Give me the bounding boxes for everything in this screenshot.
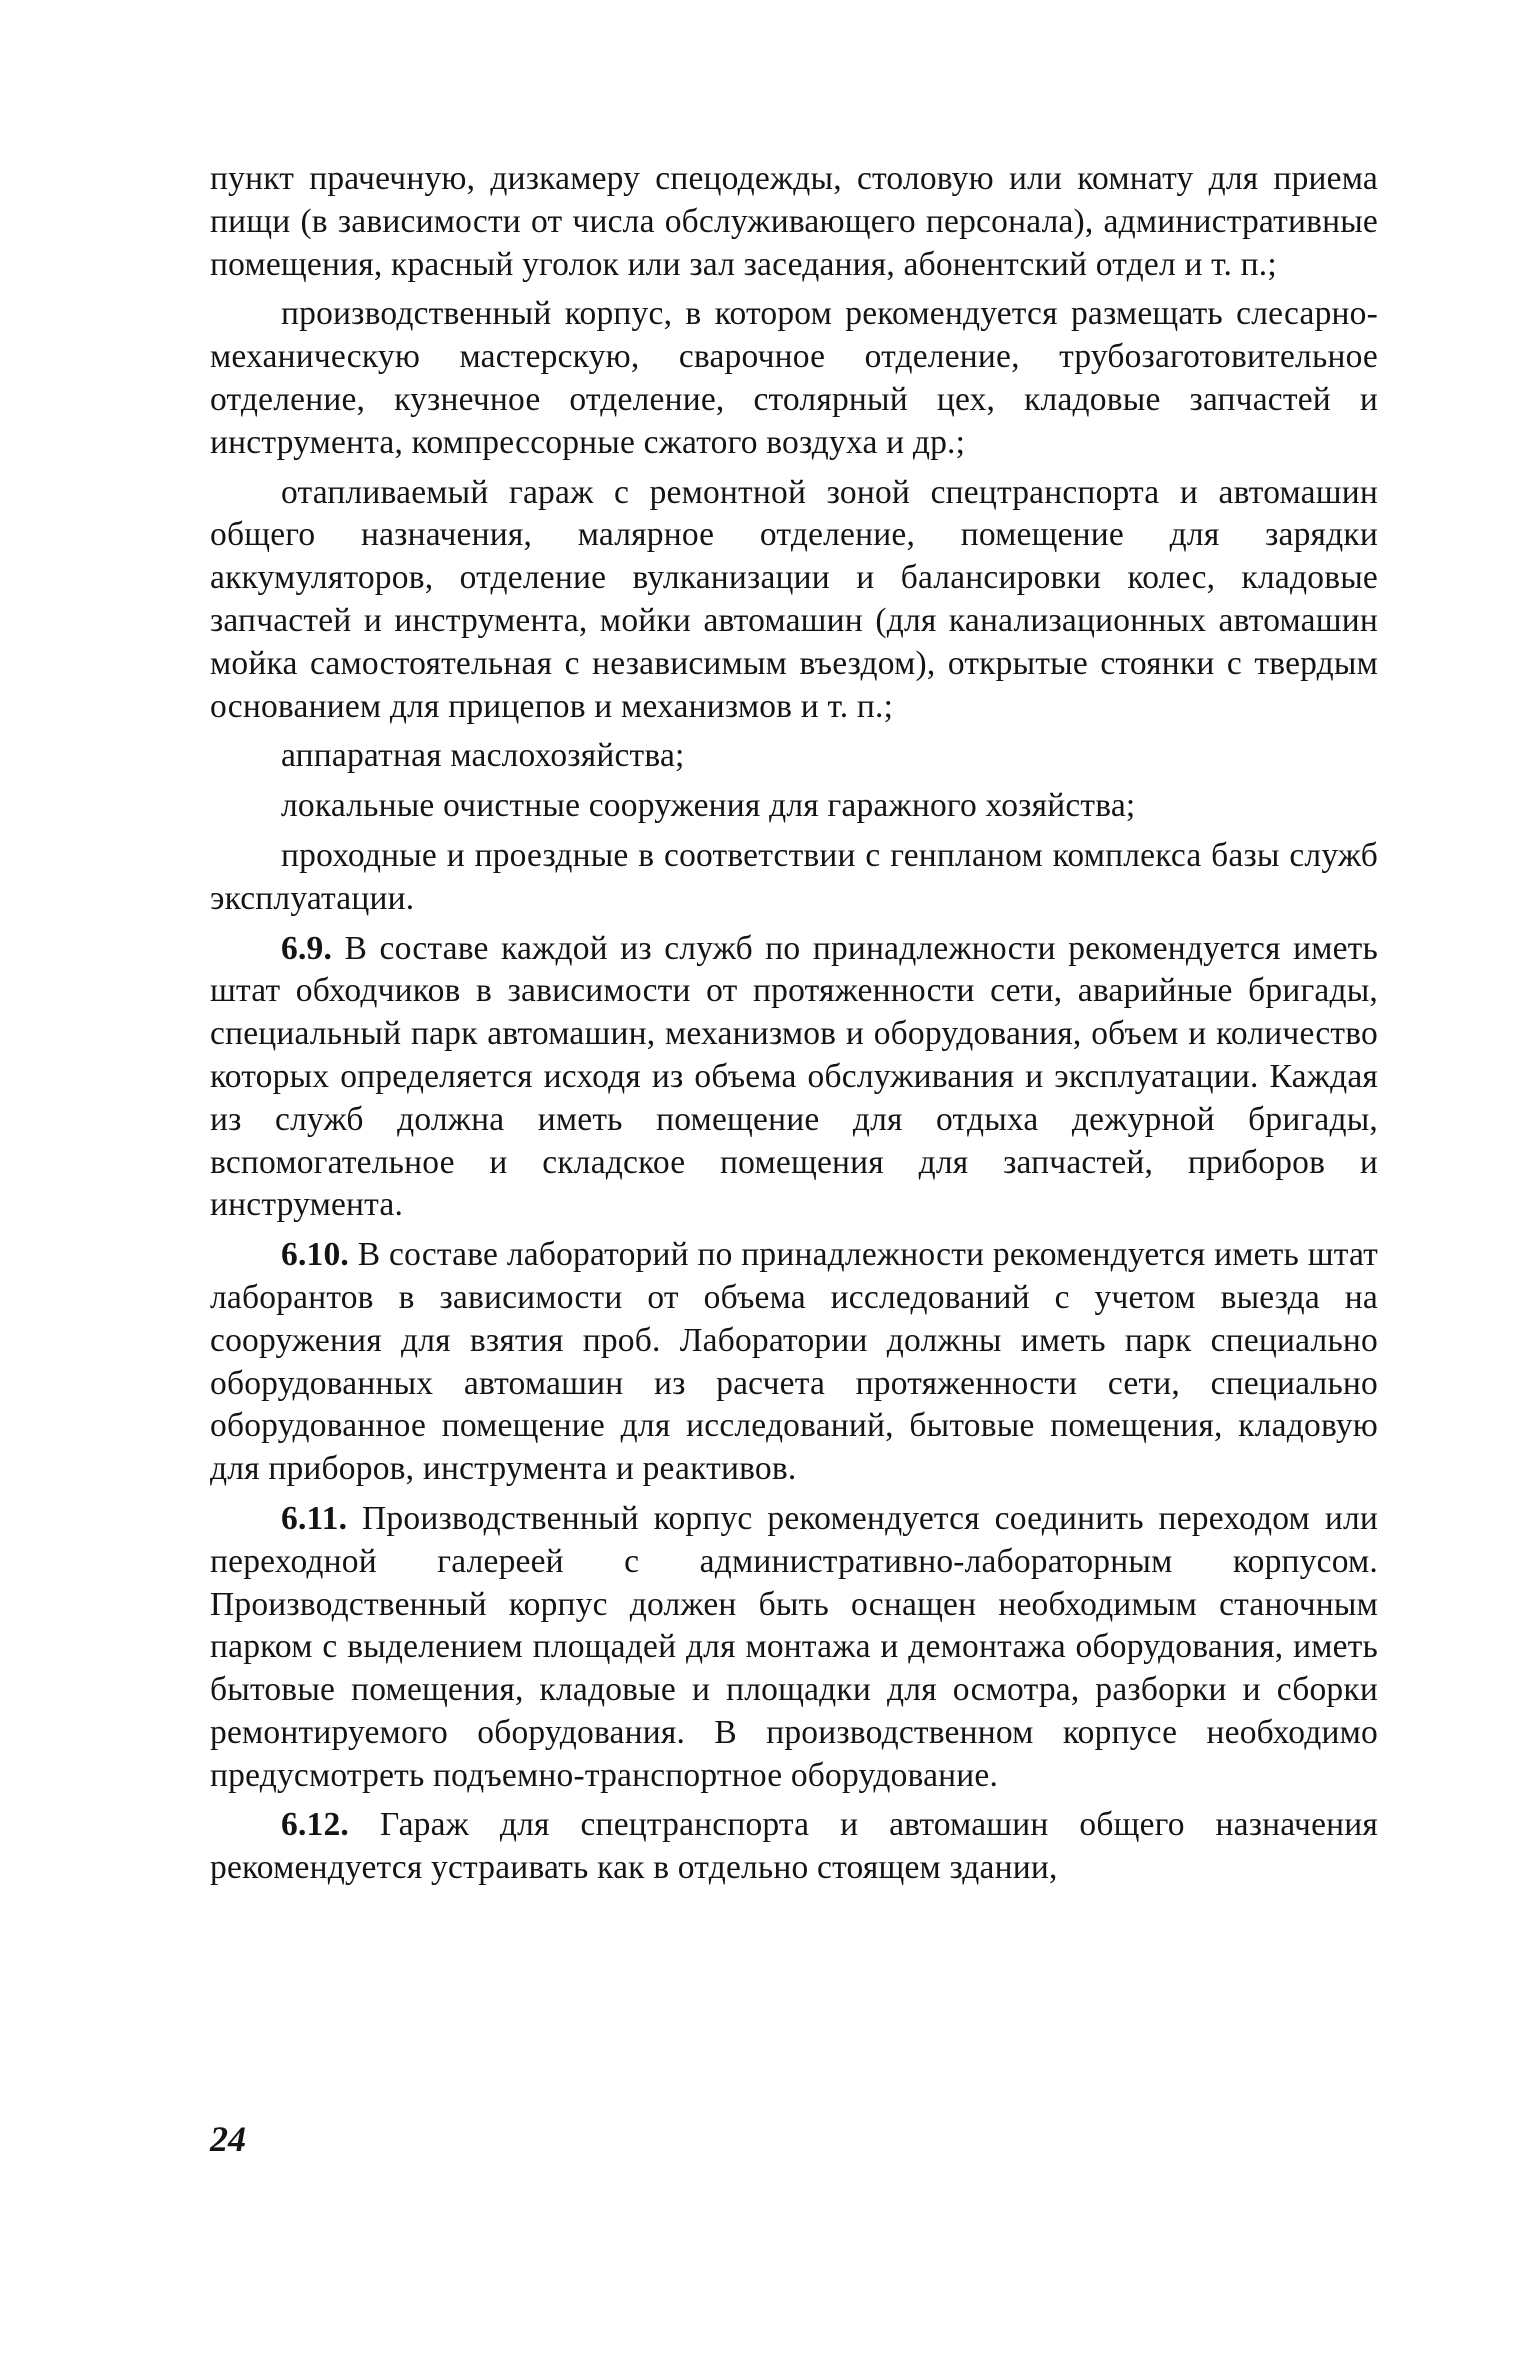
section-6-9 [210, 928, 1378, 1228]
paragraph-5-text: локальные очистные сооружения для гаражного хозяйства; [281, 787, 1136, 825]
section-number: 6.10. [281, 1236, 349, 1274]
paragraph-1 [210, 158, 1378, 286]
section-text: В составе каждой из служб по принадлежности рекомендуется иметь штат обходчиков в зависимости от протяженности сети, аварийные бригады, специальный парк автомашин, механизмов и оборудования, объем и количество которых определяется исходя из объема обслуживания и эксплуатации. Каждая из служб должна иметь помещение для отдыха дежурной бригады, вспомогательное и складское помещения для запчастей, приборов и инструмента. [210, 929, 1378, 1224]
paragraph-3 [210, 472, 1378, 729]
paragraph-4-text: аппаратная маслохозяйства; [281, 737, 685, 775]
section-number: 6.12. [281, 1806, 349, 1844]
section-6-12 [210, 1804, 1378, 1890]
section-number: 6.9. [281, 929, 333, 967]
paragraph-1-text: пункт прачечную, дизкамеру спецодежды, столовую или комнату для приема пищи (в зависимости от числа обслуживающего персонала), административные помещения, красный уголок или зал заседания, абонентский отдел и т. п.; [210, 160, 1378, 283]
paragraph-6-text: проходные и проездные в соответствии с генпланом комплекса базы служб эксплуатации. [210, 836, 1378, 917]
section-6-11 [210, 1498, 1378, 1798]
section-number: 6.11. [281, 1499, 348, 1537]
section-text: Производственный корпус рекомендуется соединить переходом или переходной галереей с административно-лабораторным корпусом. Производственный корпус должен быть оснащен необходимым станочным парком с выделением площадей для монтажа и демонтажа оборудования, иметь бытовые помещения, кладовые и площадки для осмотра, разборки и сборки ремонтируемого оборудования. В производственном корпусе необходимо предусмотреть подъемно-транспортное оборудование. [210, 1499, 1378, 1794]
page-body [210, 158, 1378, 1890]
paragraph-4 [210, 735, 1378, 778]
section-text: Гараж для спецтранспорта и автомашин общего назначения рекомендуется устраивать как в отдельно стоящем здании, [210, 1806, 1379, 1887]
paragraph-2 [210, 293, 1378, 464]
paragraph-3-text: отапливаемый гараж с ремонтной зоной спецтранспорта и автомашин общего назначения, малярное отделение, помещение для зарядки аккумуляторов, отделение вулканизации и балансировки колес, кладовые запчастей и инструмента, мойки автомашин (для канализационных автомашин мойка самостоятельная с независимым въездом), открытые стоянки с твердым основанием для прицепов и механизмов и т. п.; [210, 473, 1378, 725]
section-6-10 [210, 1234, 1378, 1491]
page-number: 24 [210, 2119, 246, 2159]
section-text: В составе лабораторий по принадлежности рекомендуется иметь штат лаборантов в зависимости от объема исследований с учетом выезда на сооружения для взятия проб. Лаборатории должны иметь парк специально оборудованных автомашин из расчета протяженности сети, специально оборудованное помещение для исследований, бытовые помещения, кладовую для приборов, инструмента и реактивов. [210, 1236, 1378, 1488]
paragraph-6 [210, 835, 1378, 921]
paragraph-5 [210, 785, 1378, 828]
paragraph-2-text: производственный корпус, в котором рекомендуется размещать слесарно-механическую мастерскую, сварочное отделение, трубозаготовительное отделение, кузнечное отделение, столярный цех, кладовые запчастей и инструмента, компрессорные сжатого воздуха и др.; [210, 295, 1378, 461]
